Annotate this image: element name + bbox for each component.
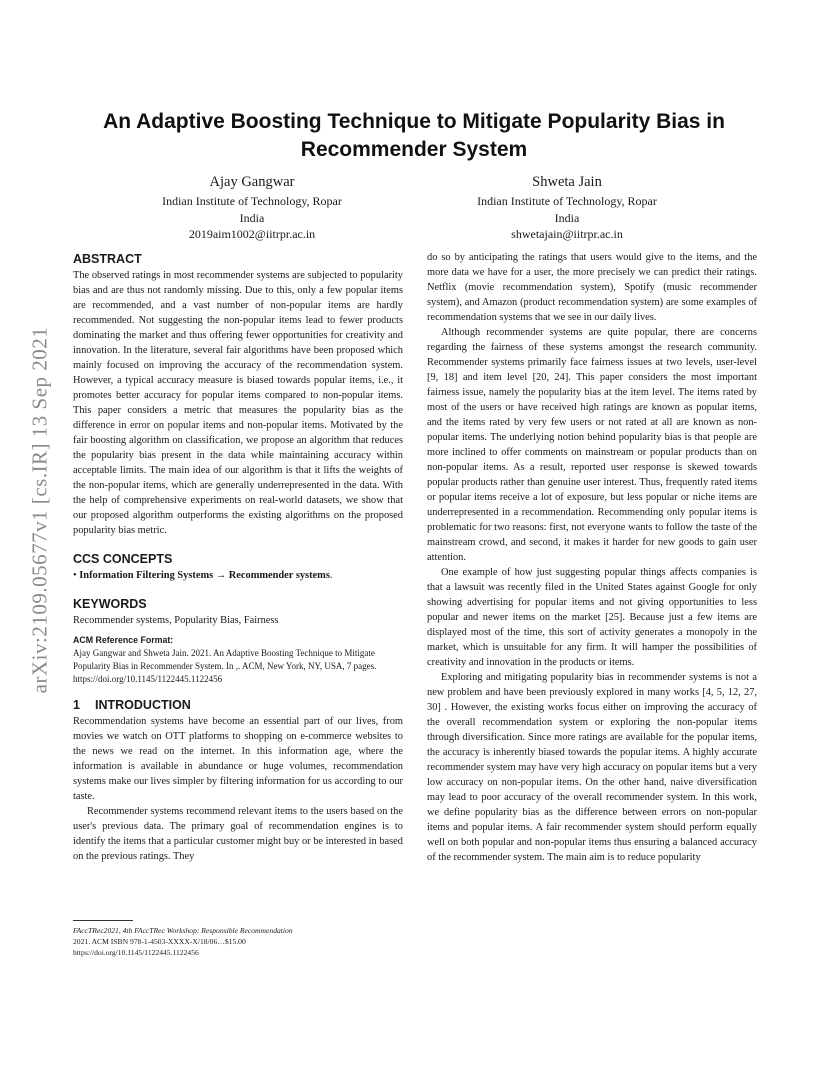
right-column [427, 250, 757, 960]
ccs-arrow: → [215, 570, 227, 581]
author-name: Ajay Gangwar [209, 174, 295, 190]
footnote-rule [73, 920, 133, 921]
author-block-1 [92, 172, 412, 243]
body-paragraph: One example of how just suggesting popular things affects companies is that a lawsuit was recently filed in the United States against Google for only showing advertising for popular items and not giving opportunities to less popular and newer items on the market [25]. Because just a few items are displayed most of the time, this sort of activity generates a monopoly in the market, which is unsuitable for any firm. It will hamper the possibilities of creativity and innovation in the products or items. [427, 567, 757, 668]
keywords-heading: KEYWORDS [73, 597, 147, 611]
paper-title: An Adaptive Boosting Technique to Mitigate Popularity Bias in Recommender System [103, 110, 725, 161]
author-affiliation: Indian Institute of Technology, Ropar [162, 194, 342, 208]
ccs-bullet: • [73, 570, 77, 581]
acm-reference-text: Ajay Gangwar and Shweta Jain. 2021. An Adaptive Boosting Technique to Mitigate Popularity Bias in Recommender System. In ,. ACM, New York, NY, USA, 7 pages. https://doi.org/10.1145/1122445.1122456 [73, 648, 377, 684]
section-number: 1 [73, 698, 80, 712]
ccs-item: Information Filtering Systems [79, 570, 214, 581]
footnote-venue: FAccTRec2021, 4th FAccTRec Workshop: Responsible Recommendation [73, 926, 293, 935]
intro-paragraph: Recommendation systems have become an essential part of our lives, from movies we watch on OTT platforms to shopping on e-commerce websites to the news we read on the internet. In this information age, where the information is available in abundance or huge volumes, recommendation systems make our lives simpler by filtering information for us according to our taste. [73, 716, 403, 802]
author-affiliation: Indian Institute of Technology, Ropar [477, 194, 657, 208]
author-country: India [239, 210, 265, 225]
body-paragraph: Although recommender systems are quite popular, there are concerns regarding the fairness of these systems amongst the research community. Recommender systems primarily face fairness issues at two levels, user-level [9, 18] and item level [20, 24]. This paper considers the most important fairness issue, namely the popularity bias at the item level. The items rated by most of the users or have received high ratings are known as popular items, and the items rated by very few users or not rated at all are known as non-popular items. The underlying notion behind popularity bias is that people are more inclined to offer comments on mainstream or popular products than on non-popular items. As a result, reported user response is skewed towards popular products rather than genuine user interest. Thus, frequently rated items or popular items receive a lot of exposure, but less popular or niche items are underrepresented in a recommendation. Recommending only popular items is problematic for two reasons: first, not everyone wants to follow the taste of the mainstream crowd, and second, it makes it harder for new goods to gain user attention. [427, 327, 757, 563]
keywords-text: Recommender systems, Popularity Bias, Fairness [73, 615, 279, 626]
arxiv-identifier-text: arXiv:2109.05677v1 [cs.IR] 13 Sep 2021 [27, 326, 52, 694]
section-title: INTRODUCTION [95, 698, 191, 712]
author-name: Shweta Jain [532, 174, 602, 190]
author-block-2 [407, 172, 727, 243]
ccs-concepts [73, 568, 403, 583]
author-email: 2019aim1002@iitrpr.ac.in [188, 227, 316, 241]
abstract-heading: ABSTRACT [73, 252, 142, 266]
abstract-text: The observed ratings in most recommender systems are subjected to popularity bias and are thus not randomly missing. Due to this, only a few popular items are recommended, and a vast number of non-popular items are hardly recommended. Not suggesting the non-popular items lead to fewer products dominating the market and thus offering fewer opportunities for creativity and innovation. In the literature, several fair algorithms have been proposed which mainly focused on improving the accuracy of the recommendation system. However, a typical accuracy measure is biased towards popular items, i.e., it promotes better accuracy for popular items compared to non-popular items. This paper considers a metric that measures the popularity bias as the difference in error on popular items and non-popular items. Motivated by the fair boosting algorithm on classification, we propose an algorithm that reduces the popularity bias present in the data while maintaining accuracy within acceptable limits. The main idea of our algorithm is that it lifts the weights of the non-popular items, which are generally underrepresented in the data. With the help of comprehensive experiments on real-world datasets, we show that our proposed algorithm outperforms the existing algorithms on the proposed popularity bias metric. [73, 270, 403, 536]
acm-reference-heading: ACM Reference Format: [73, 635, 174, 645]
left-column [73, 250, 403, 960]
author-country: India [554, 210, 580, 225]
body-paragraph: do so by anticipating the ratings that users would give to the items, and the more data we have for a user, the more precisely we can predict their ratings. Netflix (movie recommendation system), Spotify (music recommender system), and Amazon (product recommendation system) are some examples of recommendation systems that we see in our daily lives. [427, 252, 757, 323]
arxiv-identifier-stamp [22, 250, 58, 770]
ccs-period: . [329, 570, 333, 581]
footnote [73, 920, 403, 958]
author-email: shwetajain@iitrpr.ac.in [511, 227, 623, 241]
footnote-doi: https://doi.org/10.1145/1122445.1122456 [73, 948, 199, 957]
ccs-subitem: Recommender systems [228, 570, 330, 581]
intro-paragraph: Recommender systems recommend relevant items to the users based on the user's previous data. The primary goal of recommendation engines is to identify the items that a particular customer might buy or be interested in based on the previous ratings. They [73, 806, 403, 862]
ccs-heading: CCS CONCEPTS [73, 552, 173, 566]
body-paragraph: Exploring and mitigating popularity bias in recommender systems is not a new problem and have been previously explored in many works [4, 5, 12, 27, 30] . However, the existing works focus either on improving the accuracy of the overall recommendation system or exploring the non-popular items through diversification. Since more ratings are available for the popular items, the accuracy is inherently biased towards the popular items. A highly accurate recommender system may have very high accuracy on popular items but a very low accuracy on non-popular items. On the other hand, naive diversification may lead to poor accuracy of the overall recommender system. In this work, we define popularity bias as the difference between errors on non-popular items and popular items. A fair recommender system should perform equally well on both popular and non-popular items thus ensuring a balanced accuracy of the recommender system. The main aim is to reduce popularity [427, 672, 757, 863]
footnote-isbn: 2021. ACM ISBN 978-1-4503-XXXX-X/18/06…$15.00 [73, 937, 246, 946]
intro-heading [73, 696, 403, 714]
